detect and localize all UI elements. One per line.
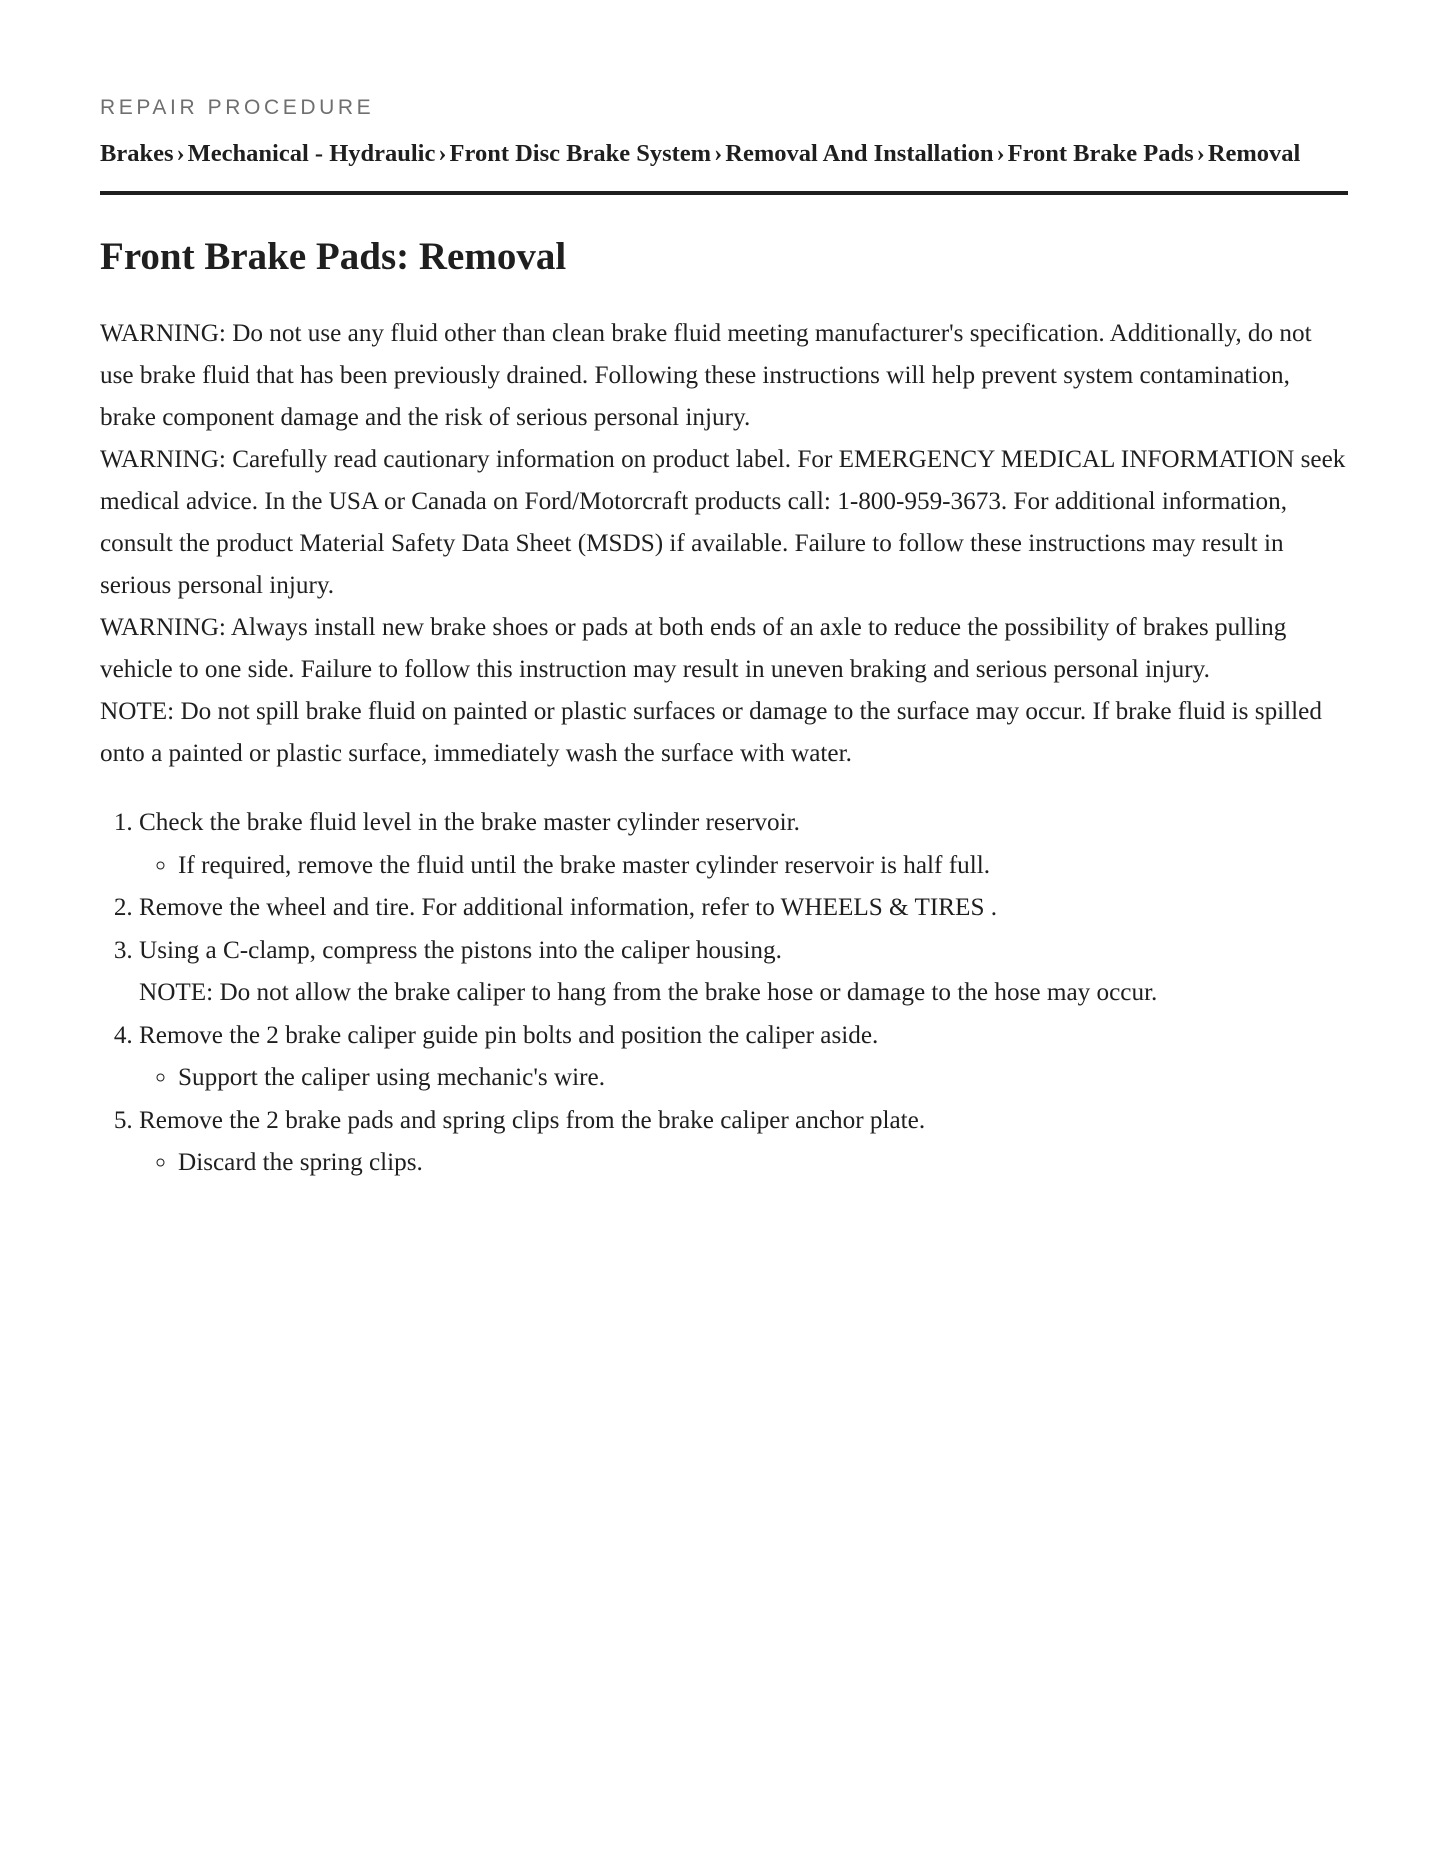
page-title: Front Brake Pads: Removal [100,235,567,278]
step-1 [139,802,1348,887]
warning-axle-pads: WARNING: Always install new brake shoes or pads at both ends of an axle to reduce the possibility of brakes pulling vehicle to one side. Failure to follow this instruction may result in uneven braking and serious personal injury. [100,614,1287,683]
step-substeps [139,1057,1348,1100]
breadcrumb-separator: › [176,140,185,167]
step-3 [139,930,1348,1015]
substep: ◦ Support the caliper using mechanic's wire. [178,1057,1348,1100]
breadcrumb-item-front-disc-brake-system[interactable]: Front Disc Brake System [449,140,712,167]
breadcrumb-separator: › [996,140,1005,167]
section-kicker: REPAIR PROCEDURE [100,96,375,119]
breadcrumb-item-front-brake-pads[interactable]: Front Brake Pads [1007,140,1194,167]
step-substeps [139,1142,1348,1185]
step-text: Check the brake fluid level in the brake master cylinder reservoir. [139,809,800,836]
safety-notes [100,313,1348,775]
step-text: Remove the 2 brake pads and spring clips from the brake caliper anchor plate. [139,1106,926,1134]
substep: ◦ Discard the spring clips. [178,1142,1348,1185]
step-5 [139,1100,1348,1185]
breadcrumb-item-brakes[interactable]: Brakes [100,140,174,167]
step-note: NOTE: Do not allow the brake caliper to hang from the brake hose or damage to the hose may occur. [139,979,1158,1006]
breadcrumb-separator: › [714,140,723,167]
breadcrumb-item-removal: Removal [1207,140,1301,167]
note-spill: NOTE: Do not spill brake fluid on painted or plastic surfaces or damage to the surface may occur. If brake fluid is spilled onto a painted or plastic surface, immediately wash the surface with water. [100,698,1322,767]
step-4 [139,1015,1348,1100]
breadcrumb-separator: › [438,140,447,167]
breadcrumb-item-removal-and-installation[interactable]: Removal And Installation [725,140,994,167]
breadcrumb-item-mechanical-hydraulic[interactable]: Mechanical - Hydraulic [187,140,436,167]
step-substeps [139,845,1348,888]
warning-product-label: WARNING: Carefully read cautionary information on product label. For EMERGENCY MEDICAL INFORMATION seek medical advice. In the USA or Canada on Ford/Motorcraft products call: 1-800-959-3673. For additional information, consult the product Material Safety Data Sheet (MSDS) if available. Failure to follow these instructions may result in serious personal injury. [100,446,1346,599]
substep: ◦ If required, remove the fluid until the brake master cylinder reservoir is half full. [178,845,1348,888]
step-2 [139,887,1348,930]
step-text: Using a C-clamp, compress the pistons into the caliper housing. [139,936,782,964]
procedure-steps [100,802,1348,1185]
breadcrumb-separator: › [1196,140,1205,167]
header-divider [100,191,1348,195]
document-page [100,94,1348,1185]
step-text: Remove the 2 brake caliper guide pin bolts and position the caliper aside. [139,1021,879,1049]
breadcrumb [100,134,1335,173]
warning-fluid-spec: WARNING: Do not use any fluid other than clean brake fluid meeting manufacturer's specification. Additionally, do not use brake fluid that has been previously drained. Following these instructions will help prevent system contamination, brake component damage and the risk of serious personal injury. [100,320,1312,431]
step-text: Remove the wheel and tire. For additional information, refer to WHEELS & TIRES . [139,894,998,921]
